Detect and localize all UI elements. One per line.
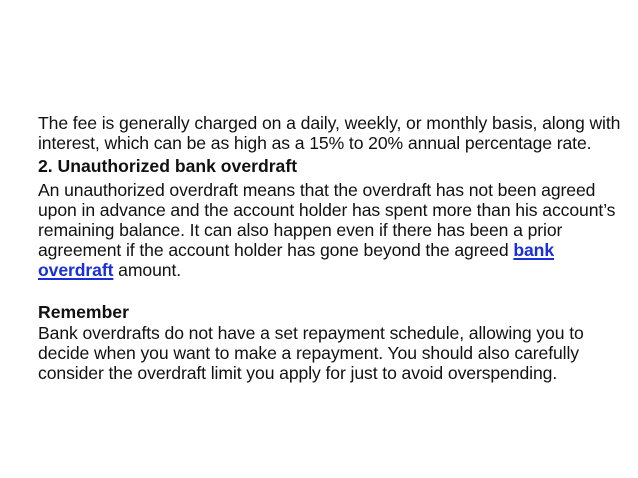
unauthorized-overdraft-paragraph	[38, 180, 628, 280]
document-body	[38, 113, 628, 383]
remember-paragraph: Bank overdrafts do not have a set repayment schedule, allowing you to decide when you want to make a repayment. You should also carefully consider the overdraft limit you apply for just to avoid overspending.	[38, 323, 584, 383]
paragraph-text-end: amount.	[113, 260, 182, 280]
fee-paragraph: The fee is generally charged on a daily, weekly, or monthly basis, along with interest, which can be as high as a 15% to 20% annual percentage rate.	[38, 113, 621, 153]
paragraph-text: An unauthorized overdraft means that the overdraft has not been agreed upon in advance and the account holder has spent more than his account’s remaining balance. It can also happen even if there has been a prior agreement if the account holder has gone beyond the agreed	[38, 180, 616, 260]
bank-overdraft-link[interactable]: bank overdraft	[38, 240, 555, 280]
unauthorized-overdraft-heading: 2. Unauthorized bank overdraft	[38, 156, 298, 176]
remember-heading: Remember	[38, 302, 129, 322]
